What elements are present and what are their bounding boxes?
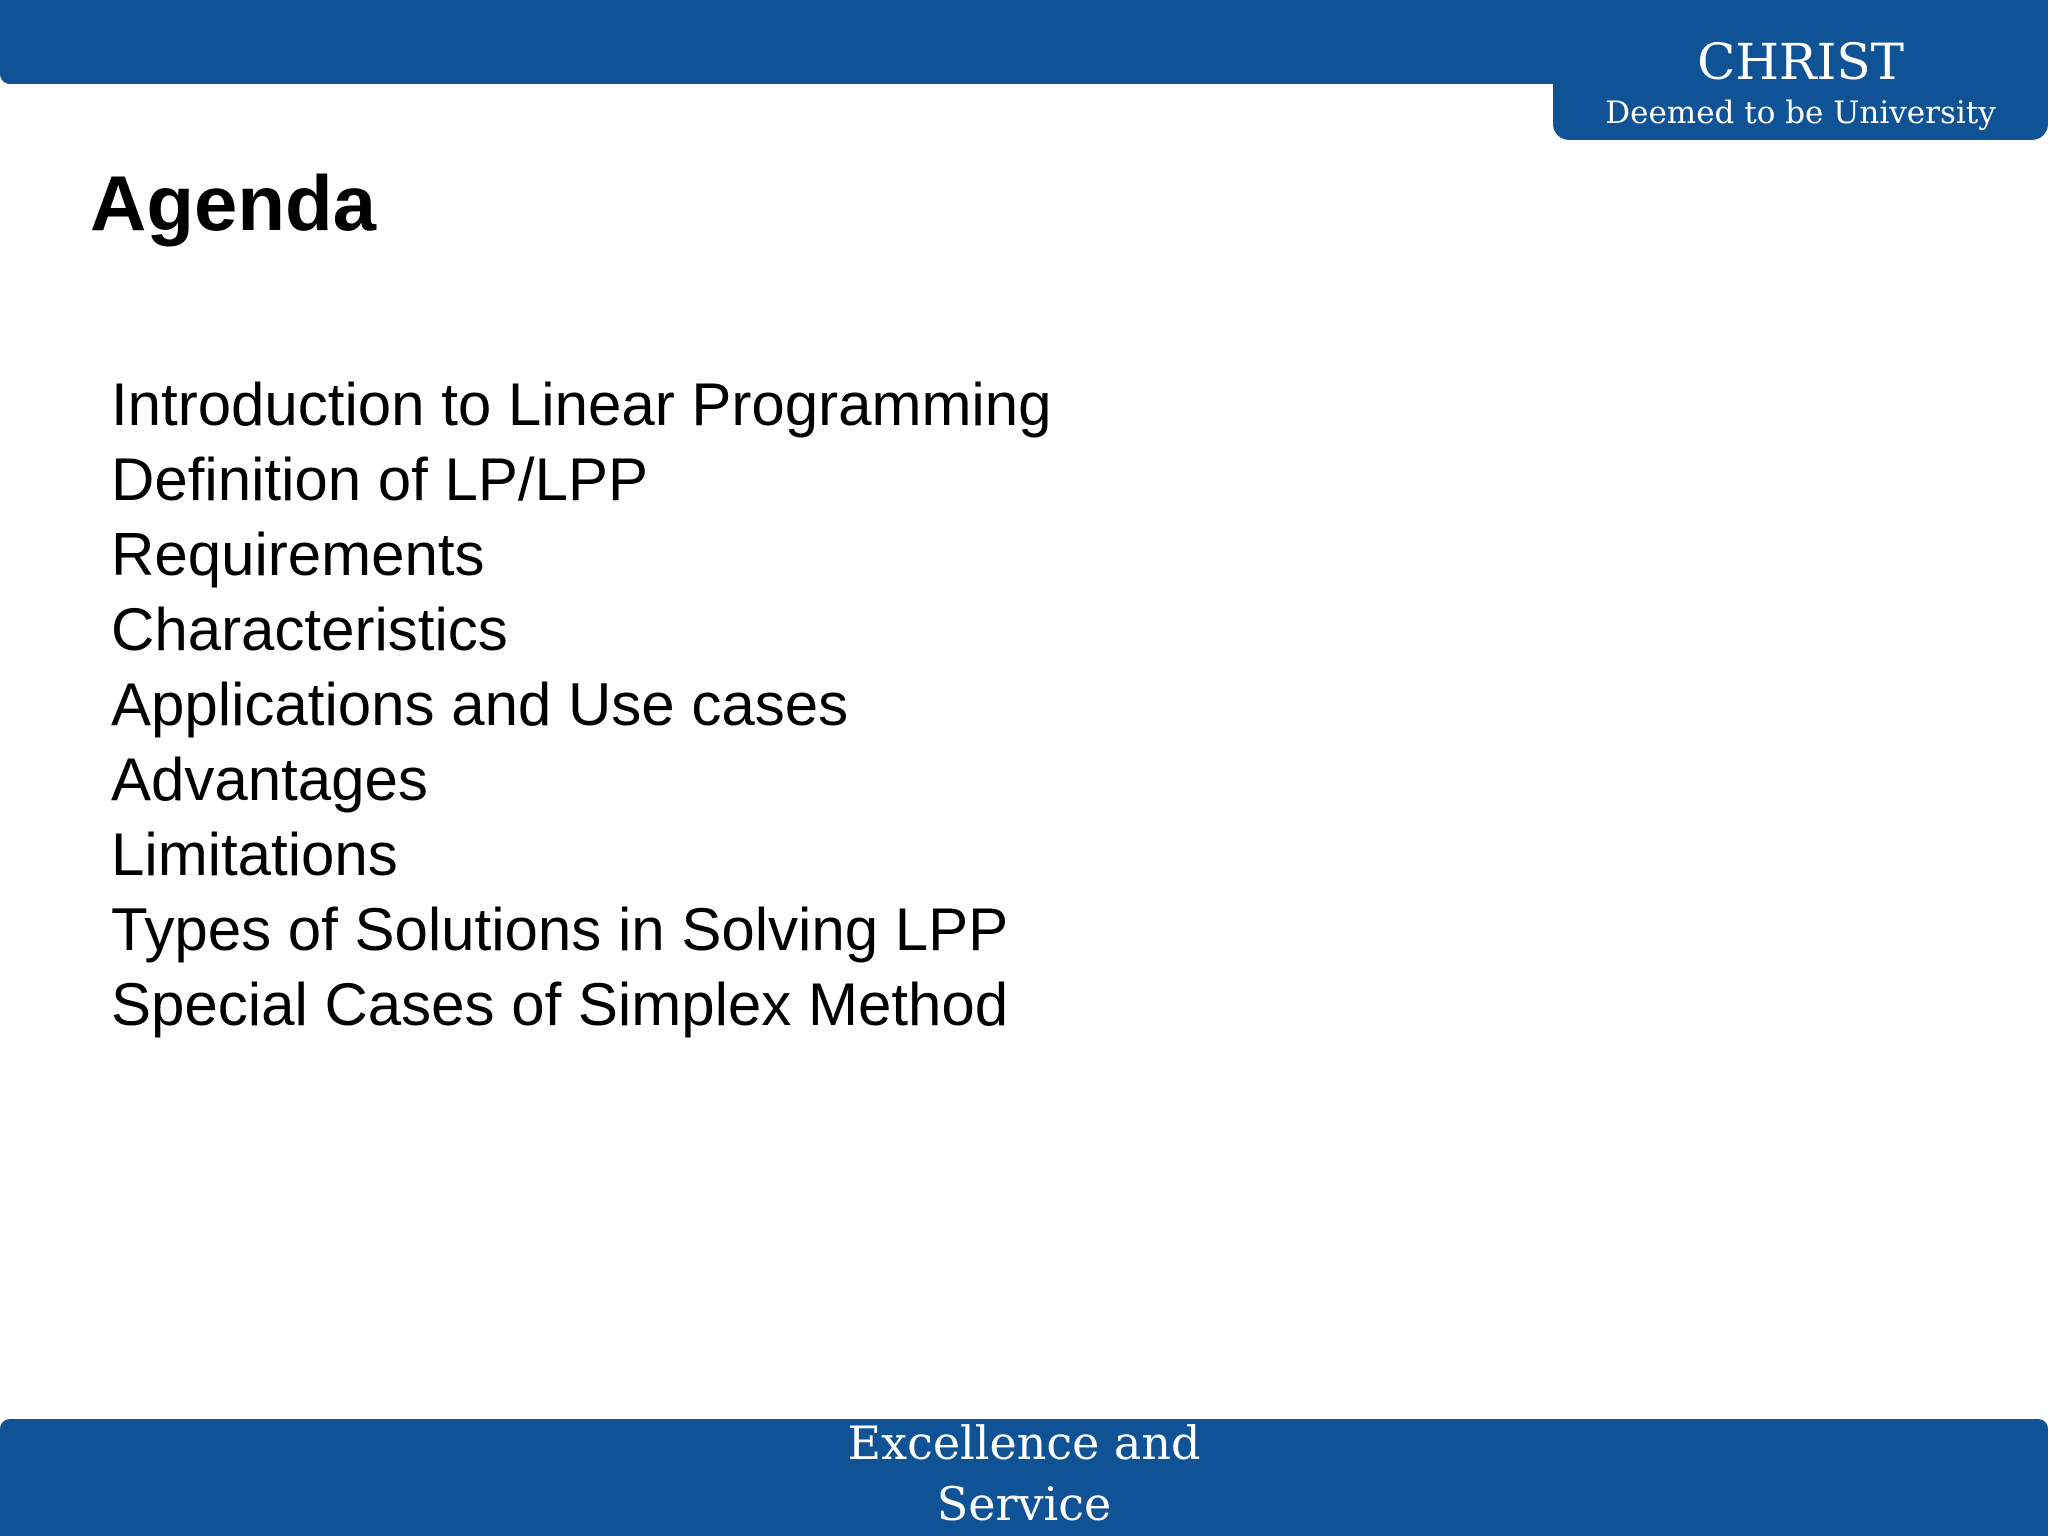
agenda-item-advantages: Advantages <box>111 746 428 813</box>
agenda-item-limitations: Limitations <box>111 821 398 888</box>
agenda-item-requirements: Requirements <box>111 521 485 588</box>
agenda-item-definition: Definition of LP/LPP <box>111 446 648 513</box>
agenda-item-characteristics: Characteristics <box>111 596 508 663</box>
footer-motto <box>824 1413 1224 1535</box>
brand-name: CHRIST <box>1697 33 1904 91</box>
footer-motto-line2: Service <box>936 1477 1112 1531</box>
agenda-list <box>111 367 1052 1042</box>
agenda-item-intro: Introduction to Linear Programming <box>111 371 1052 438</box>
page-title: Agenda <box>90 159 377 247</box>
agenda-item-special-cases: Special Cases of Simplex Method <box>111 971 1009 1038</box>
brand-tagline: Deemed to be University <box>1605 95 1996 131</box>
agenda-item-applications: Applications and Use cases <box>111 671 849 738</box>
footer-motto-line1: Excellence and <box>847 1416 1201 1470</box>
agenda-item-solution-types: Types of Solutions in Solving LPP <box>111 896 1009 963</box>
